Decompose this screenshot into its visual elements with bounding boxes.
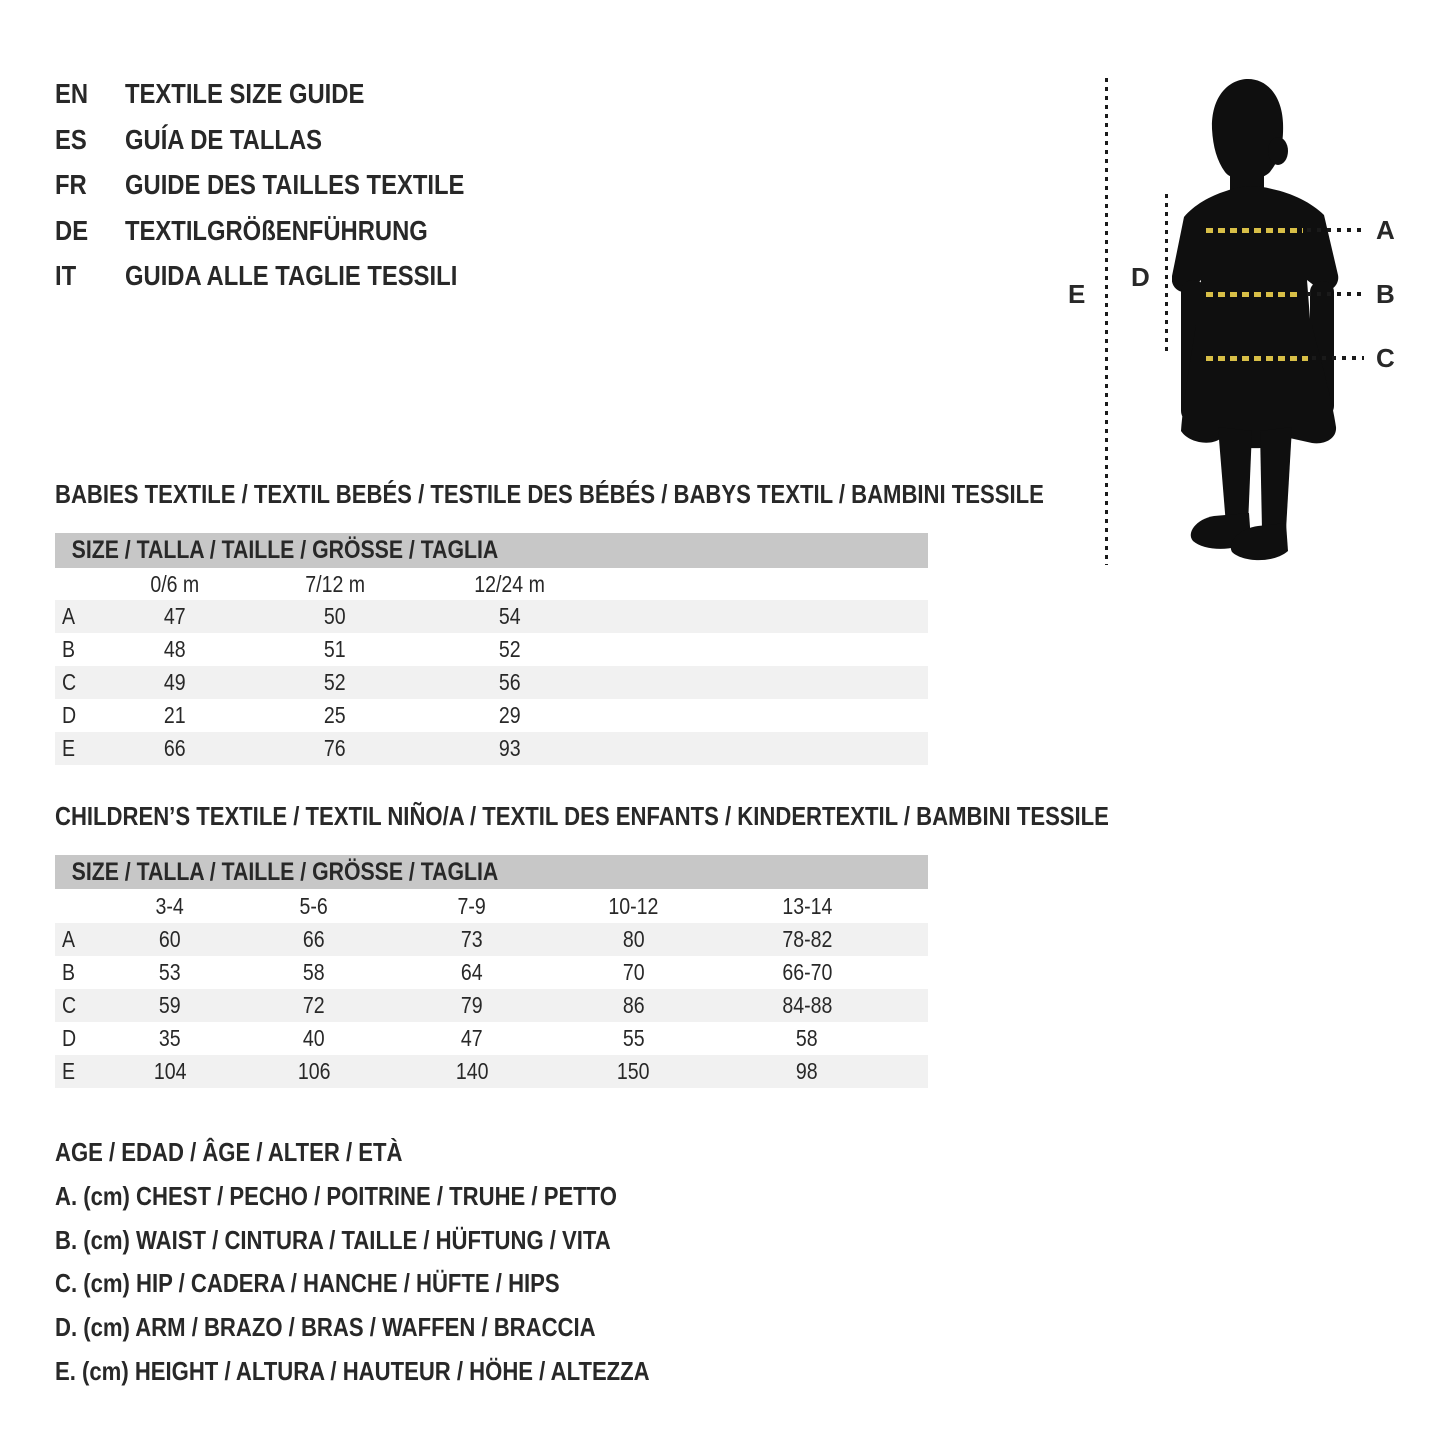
- table-row: [55, 600, 928, 633]
- table-row: [55, 956, 928, 989]
- size-value-cell: 58: [303, 959, 325, 985]
- babies-size-header-bar: SIZE / TALLA / TAILLE / GRÖSSE / TAGLIA: [55, 533, 928, 568]
- row-label-cell: D: [62, 702, 77, 728]
- hip-measure-line-C: [1206, 356, 1308, 361]
- size-value-cell: 52: [499, 636, 521, 662]
- size-value-cell: 49: [164, 669, 186, 695]
- size-value-cell: 78-82: [781, 926, 832, 952]
- size-value-cell: 47: [164, 603, 186, 629]
- size-value-cell: 53: [159, 959, 181, 985]
- arm-label-D: D: [1131, 262, 1150, 292]
- chest-line-connector: [1307, 228, 1364, 232]
- legend-chest: A. (cm) CHEST / PECHO / POITRINE / TRUHE / PETTO: [55, 1180, 617, 1211]
- filler-cell: [595, 568, 928, 600]
- table-row: [55, 1055, 928, 1088]
- row-label-cell: C: [62, 992, 77, 1018]
- size-value-cell: 40: [303, 1025, 325, 1051]
- size-value-cell: 106: [297, 1058, 331, 1084]
- size-value-cell: 98: [796, 1058, 818, 1084]
- filler-cell: [595, 699, 928, 732]
- filler-cell: [595, 732, 928, 765]
- children-section-title: CHILDREN’S TEXTILE / TEXTIL NIÑO/A / TEXTIL DES ENFANTS / KINDERTEXTIL / BAMBINI TESSILE: [55, 801, 1109, 831]
- children-size-header-bar: SIZE / TALLA / TAILLE / GRÖSSE / TAGLIA: [55, 855, 928, 889]
- arm-measure-line-D: [1165, 194, 1168, 352]
- column-header-cell: 5-6: [299, 892, 329, 919]
- filler-cell: [898, 956, 928, 989]
- size-value-cell: 29: [499, 702, 521, 728]
- children-size-table: [55, 889, 928, 1088]
- table-row: [55, 666, 928, 699]
- row-label-cell: [55, 889, 105, 923]
- size-value-cell: 59: [159, 992, 181, 1018]
- size-value-cell: 58: [796, 1025, 818, 1051]
- table-row: [55, 633, 928, 666]
- size-value-cell: 51: [324, 636, 346, 662]
- babies-section-title: BABIES TEXTILE / TEXTIL BEBÉS / TESTILE DES BÉBÉS / BABYS TEXTIL / BAMBINI TESSILE: [55, 479, 1044, 509]
- size-value-cell: 76: [324, 735, 346, 761]
- row-label-cell: E: [62, 735, 76, 761]
- chest-label-A: A: [1376, 215, 1395, 245]
- size-value-cell: 52: [324, 669, 346, 695]
- size-value-cell: 54: [499, 603, 521, 629]
- measurement-legend: [55, 1131, 755, 1394]
- size-value-cell: 86: [622, 992, 645, 1018]
- babies-size-table: [55, 568, 928, 765]
- lang-row-fr: [55, 162, 655, 208]
- language-title-list: [55, 71, 655, 299]
- column-header-cell: 13-14: [781, 892, 832, 919]
- table-row: [55, 989, 928, 1022]
- size-value-cell: 48: [164, 636, 186, 662]
- filler-cell: [898, 1022, 928, 1055]
- legend-waist: B. (cm) WAIST / CINTURA / TAILLE / HÜFTUNG / VITA: [55, 1224, 611, 1255]
- row-label-cell: B: [62, 959, 76, 985]
- column-header-cell: 10-12: [608, 892, 659, 919]
- size-value-cell: 72: [303, 992, 325, 1018]
- size-value-cell: 70: [622, 959, 645, 985]
- guide-title-de: TEXTILGRÖßENFÜHRUNG: [125, 214, 428, 246]
- size-value-cell: 150: [617, 1058, 650, 1084]
- row-label-cell: [55, 568, 105, 600]
- size-value-cell: 140: [455, 1058, 489, 1084]
- guide-title-fr: GUIDE DES TAILLES TEXTILE: [125, 169, 465, 200]
- size-value-cell: 66: [303, 926, 325, 952]
- filler-cell: [898, 923, 928, 956]
- column-header-row: [55, 889, 928, 923]
- lang-row-en: [55, 71, 655, 117]
- filler-cell: [595, 600, 928, 633]
- size-value-cell: 55: [622, 1025, 645, 1051]
- filler-cell: [898, 989, 928, 1022]
- lang-code: IT: [55, 260, 77, 291]
- filler-cell: [595, 633, 928, 666]
- size-value-cell: 25: [324, 702, 346, 728]
- row-label-cell: B: [62, 636, 76, 662]
- legend-hip: C. (cm) HIP / CADERA / HANCHE / HÜFTE / HIPS: [55, 1268, 560, 1299]
- row-label-cell: A: [62, 603, 76, 629]
- filler-cell: [898, 889, 928, 923]
- guide-title-en: TEXTILE SIZE GUIDE: [125, 78, 365, 109]
- size-value-cell: 104: [153, 1058, 187, 1084]
- size-value-cell: 66: [164, 735, 186, 761]
- row-label-cell: A: [62, 926, 76, 952]
- row-label-cell: D: [62, 1025, 77, 1051]
- size-value-cell: 66-70: [781, 959, 832, 985]
- legend-arm: D. (cm) ARM / BRAZO / BRAS / WAFFEN / BRACCIA: [55, 1312, 596, 1343]
- hip-line-connector: [1312, 356, 1364, 360]
- table-row: [55, 1022, 928, 1055]
- size-value-cell: 93: [499, 735, 521, 761]
- guide-title-it: GUIDA ALLE TAGLIE TESSILI: [125, 260, 458, 291]
- height-label-E: E: [1068, 279, 1086, 309]
- size-value-cell: 56: [499, 669, 521, 695]
- column-header-cell: 3-4: [155, 892, 185, 919]
- lang-row-it: [55, 253, 655, 299]
- column-header-cell: 7-9: [457, 892, 487, 919]
- size-value-cell: 47: [461, 1025, 483, 1051]
- lang-code: ES: [55, 123, 87, 155]
- row-label-cell: E: [62, 1058, 76, 1084]
- lang-code: FR: [55, 169, 87, 200]
- size-value-cell: 84-88: [781, 992, 832, 1018]
- filler-cell: [898, 1055, 928, 1088]
- lang-code: DE: [55, 214, 89, 246]
- lang-row-es: [55, 117, 655, 163]
- column-header-row: [55, 568, 928, 600]
- row-label-cell: C: [62, 669, 77, 695]
- lang-code: EN: [55, 78, 89, 109]
- size-value-cell: 50: [324, 603, 346, 629]
- filler-cell: [595, 666, 928, 699]
- size-value-cell: 80: [622, 926, 645, 952]
- size-value-cell: 35: [159, 1025, 181, 1051]
- table-row: [55, 699, 928, 732]
- chest-measure-line-A: [1206, 228, 1303, 233]
- hip-label-C: C: [1376, 343, 1395, 373]
- table-row: [55, 732, 928, 765]
- size-value-cell: 73: [461, 926, 483, 952]
- waist-measure-line-B: [1206, 292, 1298, 297]
- legend-height: E. (cm) HEIGHT / ALTURA / HAUTEUR / HÖHE / ALTEZZA: [55, 1355, 650, 1386]
- table-row: [55, 923, 928, 956]
- lang-row-de: [55, 208, 655, 254]
- legend-age: AGE / EDAD / ÂGE / ALTER / ETÀ: [55, 1137, 403, 1167]
- column-header-cell: 7/12 m: [305, 570, 365, 597]
- size-value-cell: 64: [461, 959, 483, 985]
- size-value-cell: 79: [461, 992, 483, 1018]
- size-value-cell: 21: [164, 702, 186, 728]
- waist-label-B: B: [1376, 279, 1395, 309]
- guide-title-es: GUÍA DE TALLAS: [125, 123, 323, 155]
- size-value-cell: 60: [159, 926, 181, 952]
- waist-line-connector: [1307, 292, 1364, 296]
- column-header-cell: 12/24 m: [474, 570, 546, 597]
- column-header-cell: 0/6 m: [150, 570, 200, 597]
